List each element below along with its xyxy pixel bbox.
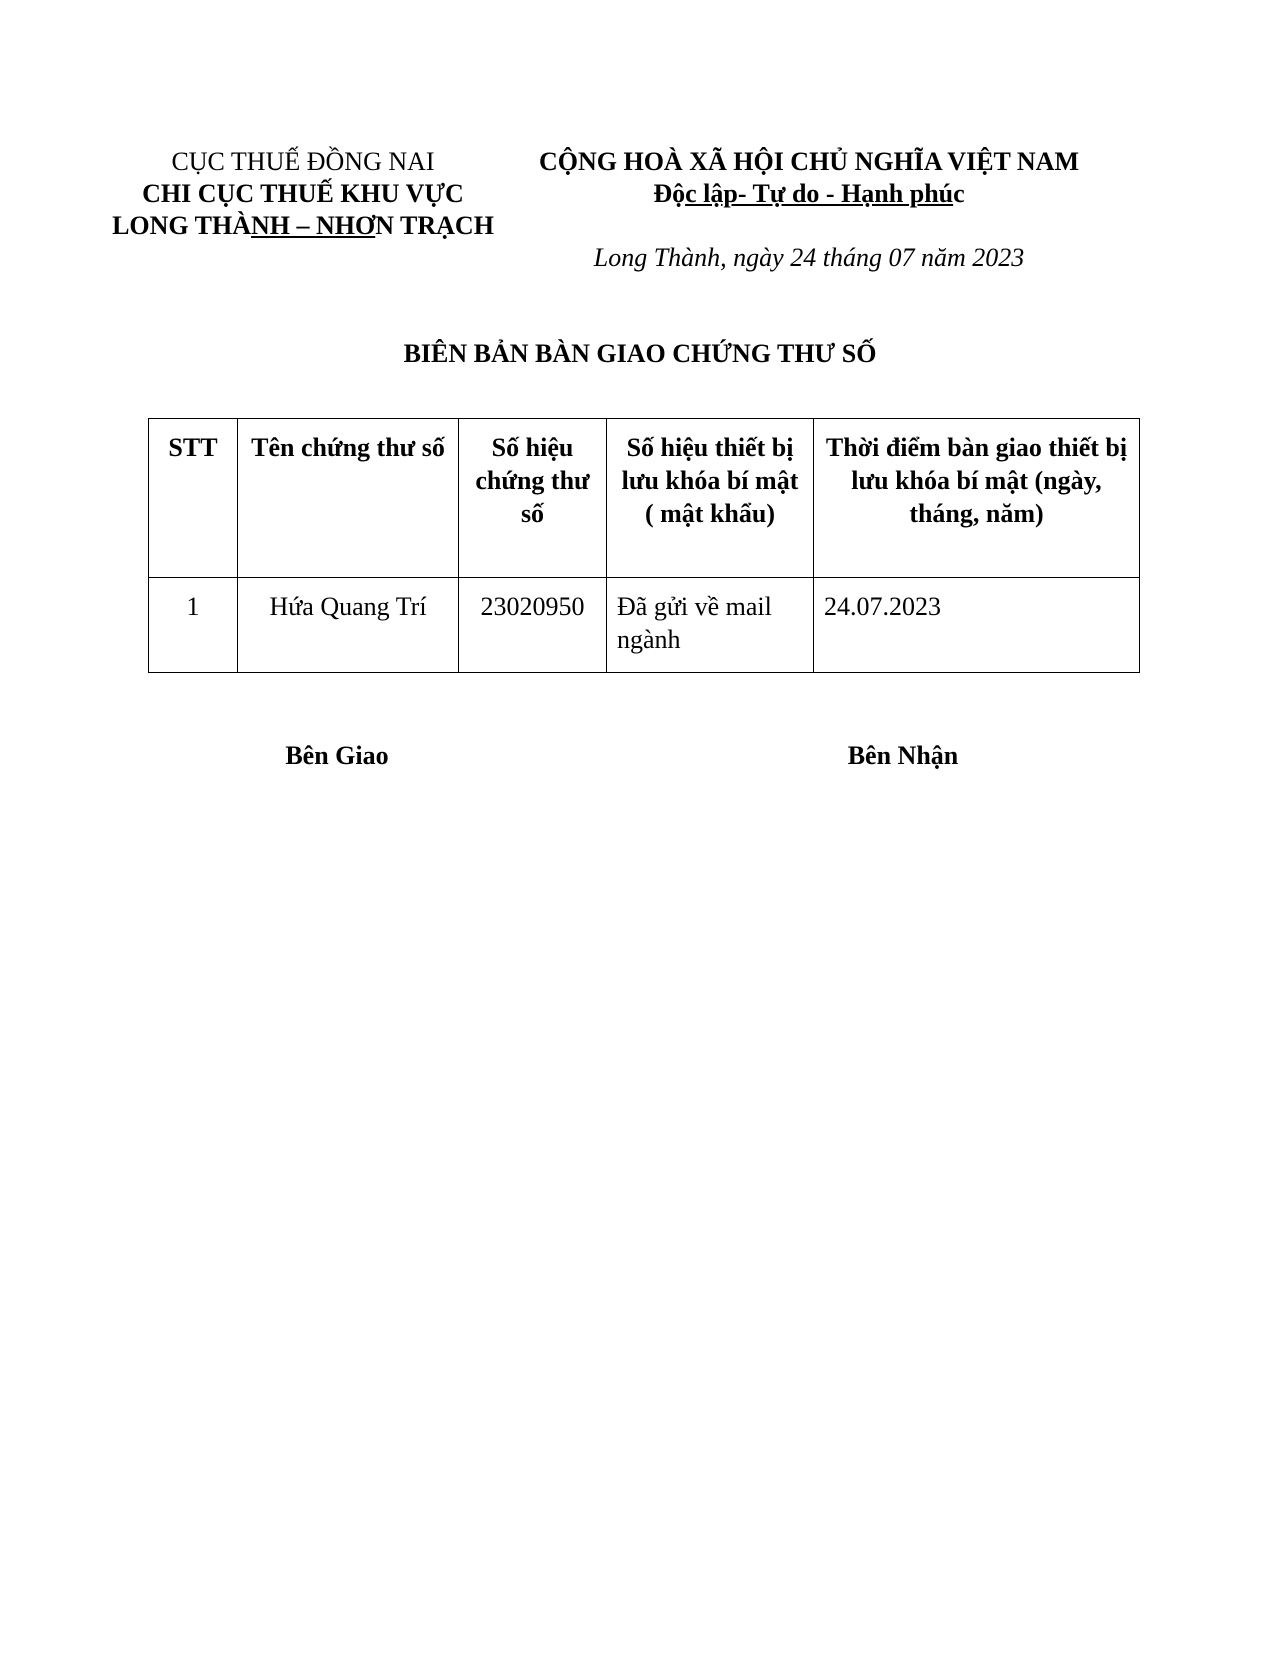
national-title-block [522, 146, 1096, 210]
motto-part3: c [953, 179, 965, 208]
agency-region-part1: LONG THÀ [112, 211, 251, 240]
handover-table [148, 418, 1140, 673]
motto-underlined: c lập- Tự do - Hạnh phú [685, 179, 954, 208]
header-stt: STT [149, 419, 238, 578]
document-title: BIÊN BẢN BÀN GIAO CHỨNG THƯ SỐ [403, 339, 877, 368]
cell-certificate-name: Hứa Quang Trí [238, 578, 459, 673]
issuing-agency-block [100, 146, 506, 242]
signature-sender: Bên Giao [285, 741, 389, 770]
agency-region-part3: N TRẠCH [375, 211, 494, 240]
header-handover-time: Thời điểm bàn giao thiết bị lưu khóa bí mật (ngày, tháng, năm) [814, 419, 1140, 578]
national-title: CỘNG HOÀ XÃ HỘI CHỦ NGHĨA VIỆT NAM [538, 147, 1080, 176]
agency-region-underlined: NH – NHƠ [251, 211, 376, 240]
header-device-number: Số hiệu thiết bị lưu khóa bí mật ( mật khẩu) [607, 419, 814, 578]
parent-agency: CỤC THUẾ ĐỒNG NAI [171, 147, 435, 176]
document-date: Long Thành, ngày 24 tháng 07 năm 2023 [593, 243, 1025, 272]
cell-stt: 1 [149, 578, 238, 673]
header-certificate-name: Tên chứng thư số [238, 419, 459, 578]
table-header-row [149, 419, 1140, 578]
motto-part1: Độ [653, 179, 686, 208]
national-motto [522, 178, 1096, 210]
cell-device-number: Đã gửi về mail ngành [607, 578, 814, 673]
cell-certificate-number: 23020950 [459, 578, 607, 673]
header-certificate-number: Số hiệu chứng thư số [459, 419, 607, 578]
cell-handover-time: 24.07.2023 [814, 578, 1140, 673]
signature-receiver: Bên Nhận [847, 741, 959, 770]
agency-name: CHI CỤC THUẾ KHU VỰC [142, 179, 464, 208]
agency-region [100, 210, 506, 242]
table-row [149, 578, 1140, 673]
